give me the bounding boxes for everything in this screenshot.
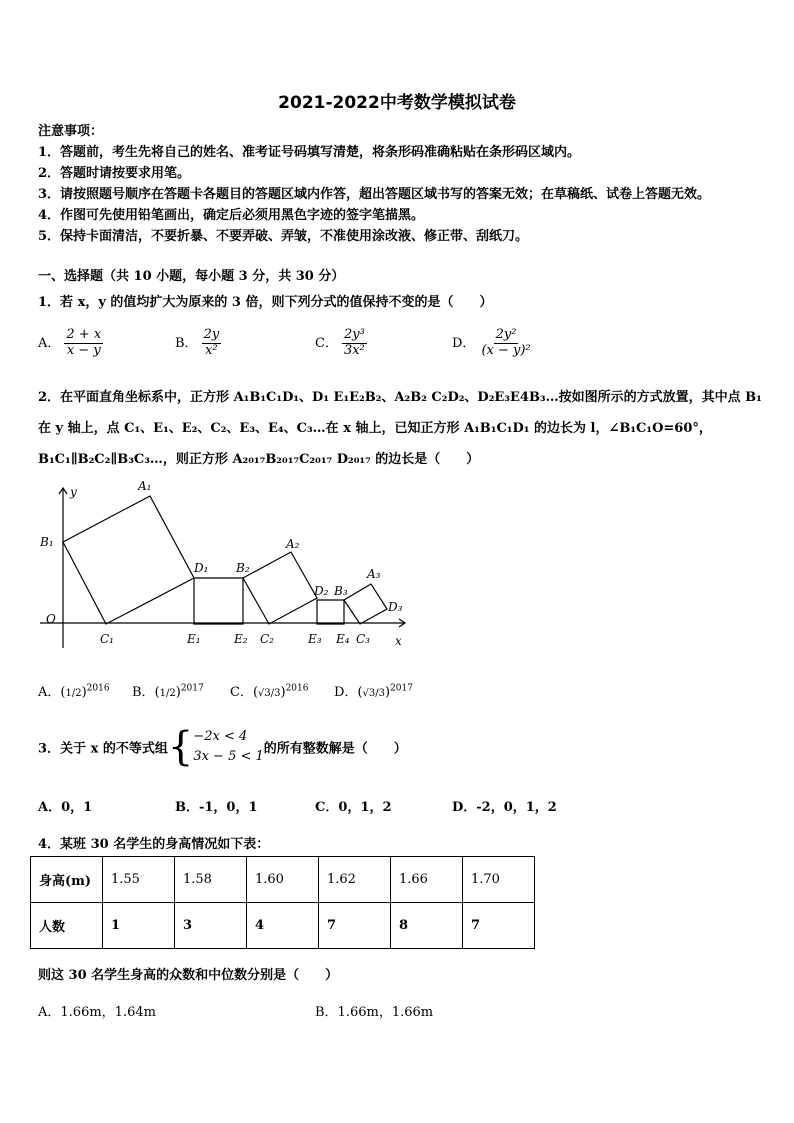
label-a3: A₃: [367, 567, 381, 581]
q3-option-c: C．0，1，2: [315, 800, 392, 815]
square-2: [243, 552, 317, 624]
height-table: [30, 856, 535, 949]
q1-option-a: A． $\frac{2 + x}{x - y}$: [38, 327, 102, 358]
rect-1: [194, 578, 243, 624]
rect-2: [317, 600, 344, 624]
notice-item: 3．请按照题号顺序在答题卡各题目的答题区域内作答，超出答题区域书写的答案无效；在草稿纸、试卷上答题无效。: [38, 187, 711, 202]
table-header-cell: 人数: [31, 903, 103, 949]
label-b3: B₃: [334, 584, 348, 598]
table-header-cell: 身高(m): [31, 857, 103, 903]
q2-option-d: D．$(√3/3)^{2017}$: [334, 683, 413, 700]
table-cell: 1.58: [175, 857, 247, 903]
label-a1: A₁: [138, 479, 152, 493]
label-e3: E₃: [308, 632, 322, 646]
label-d1: D₁: [194, 561, 209, 575]
label-x: x: [395, 634, 402, 648]
q2-option-a: A．$(1/2)^{2016}$: [38, 683, 110, 700]
table-cell: 7: [463, 903, 535, 949]
label-d2: D₂: [314, 584, 329, 598]
table-cell: 7: [319, 903, 391, 949]
notice-item: 5．保持卡面清洁，不要折暴、不要弄破、弄皱，不准使用涂改液、修正带、刮纸刀。: [38, 229, 529, 244]
label-e2: E₂: [234, 632, 248, 646]
q1-option-d: D． $\frac{\text{2y²}}{\text{(x − y)²}}$: [452, 327, 531, 358]
notice-item: 1．答题前，考生先将自己的姓名、准考证号码填写清楚，将条形码准确粘贴在条形码区域内。: [38, 145, 581, 160]
label-o: O: [46, 612, 56, 626]
q3-option-a: A．0，1: [38, 800, 93, 815]
q4-stem: 4．某班 30 名学生的身高情况如下表：: [38, 837, 270, 852]
table-cell: 1.62: [319, 857, 391, 903]
q1-option-c: C． $\frac{\text{2y³}}{\text{3x²}}$: [315, 327, 365, 358]
label-b1: B₁: [40, 535, 54, 549]
q2-figure: [30, 478, 410, 653]
label-e4: E₄: [336, 632, 350, 646]
notice-item: 4．作图可先使用铅笔画出，确定后必须用黑色字迹的签字笔描黑。: [38, 208, 425, 223]
table-cell: 8: [391, 903, 463, 949]
q2-line-3: B₁C₁∥B₂C₂∥B₃C₃…，则正方形 A₂₀₁₇B₂₀₁₇C₂₀₁₇ D₂₀₁₇ 的边长是（ ）: [38, 452, 480, 467]
q2-option-c: C．$(√3/3)^{2016}$: [230, 683, 309, 700]
notice-heading: 注意事项：: [38, 124, 104, 139]
q2-line-1: 2．在平面直角坐标系中，正方形 A₁B₁C₁D₁、D₁ E₁E₂B₂、A₂B₂ C₂D₂、D₂E₃E4B₃…按如图所示的方式放置，其中点 B₁: [38, 390, 762, 405]
table-cell: 4: [247, 903, 319, 949]
table-row: [31, 903, 535, 949]
table-cell: 1.70: [463, 857, 535, 903]
table-cell: 3: [175, 903, 247, 949]
q3-stem: 3．关于 x 的不等式组{ −2x < 4 3x − 5 < 1 的所有整数解是（ ）: [38, 724, 407, 771]
table-cell: 1.66: [391, 857, 463, 903]
q4-question: 则这 30 名学生身高的众数和中位数分别是（ ）: [38, 968, 339, 983]
label-e1: E₁: [187, 632, 201, 646]
label-c3: C₃: [356, 632, 370, 646]
q3-option-d: D．-2，0，1，2: [452, 800, 557, 815]
table-row: [31, 857, 535, 903]
q2-option-b: B．$(1/2)^{2017}$: [132, 683, 204, 700]
square-1: [63, 496, 194, 624]
label-c1: C₁: [100, 632, 114, 646]
square-3: [344, 584, 387, 624]
q4-option-a: A．1.66m，1.64m: [38, 1005, 156, 1020]
q3-option-b: B．-1，0，1: [175, 800, 258, 815]
notice-item: 2．答题时请按要求用笔。: [38, 166, 191, 181]
label-c2: C₂: [260, 632, 274, 646]
table-cell: 1.55: [103, 857, 175, 903]
label-d3: D₃: [388, 600, 403, 614]
table-cell: 1.60: [247, 857, 319, 903]
label-b2: B₂: [236, 561, 250, 575]
q1-stem: 1．若 x，y 的值均扩大为原来的 3 倍，则下列分式的值保持不变的是（ ）: [38, 295, 493, 310]
page-title: 2021-2022中考数学模拟试卷: [278, 93, 516, 113]
table-cell: 1: [103, 903, 175, 949]
q2-line-2: 在 y 轴上，点 C₁、E₁、E₂、C₂、E₃、E₄、C₃…在 x 轴上，已知正方形 A₁B₁C₁D₁ 的边长为 l，∠B₁C₁O=60°，: [38, 421, 712, 436]
q1-option-b: B． $\frac{2y}{\text{x²}}$: [175, 327, 220, 358]
label-y: y: [70, 485, 77, 499]
label-a2: A₂: [286, 537, 300, 551]
section-heading: 一、选择题（共 10 小题，每小题 3 分，共 30 分）: [38, 269, 345, 284]
q4-option-b: B．1.66m，1.66m: [315, 1005, 434, 1020]
